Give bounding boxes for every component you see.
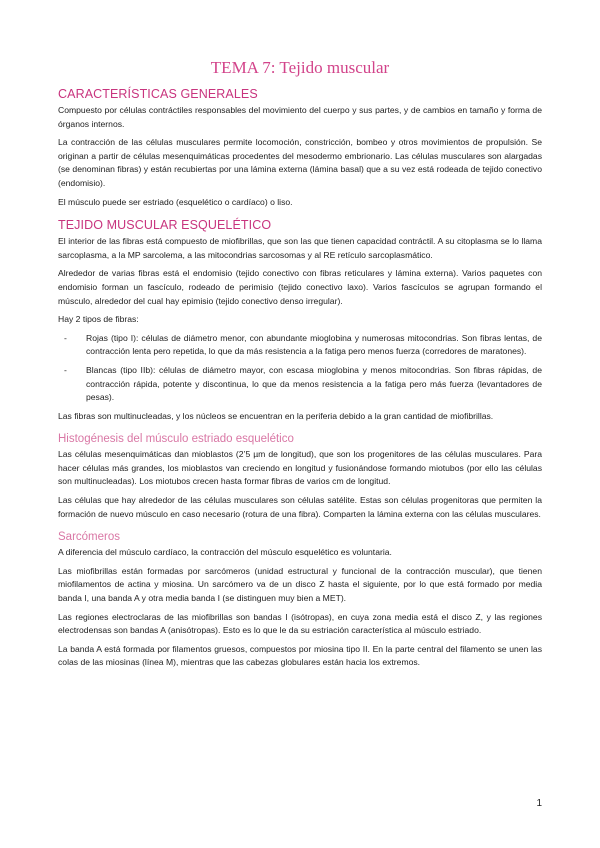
list-item xyxy=(58,364,542,405)
document-title: TEMA 7: Tejido muscular xyxy=(210,58,390,77)
section-histogenesis xyxy=(58,433,542,521)
list-item-text: Rojas (tipo I): células de diámetro menor, con abundante mioglobina y numerosas mitocondrias. Son fibras lentas, de contracción lenta pero repetida, lo que da más resistencia a la fatiga pero menos fuerza (corredores de maratones). xyxy=(86,332,542,357)
section-sarcomeres xyxy=(58,531,542,670)
paragraph: A diferencia del músculo cardíaco, la contracción del músculo esquelético es voluntaria. xyxy=(58,547,392,558)
paragraph: Las miofibrillas están formadas por sarcómeros (unidad estructural y funcional de la contracción muscular), que tienen miofilamentos de actina y miosina. Un sarcómero va de un disco Z hasta el siguiente, por lo que está formado por media banda I, una banda A y otra media banda I (se distinguen muy bien a MET). xyxy=(58,565,542,604)
paragraph: El músculo puede ser estriado (esquelético o cardíaco) o liso. xyxy=(58,196,293,207)
subsection-heading-sarcomeres: Sarcómeros xyxy=(58,531,120,544)
paragraph: La banda A está formada por filamentos gruesos, compuestos por miosina tipo II. En la parte central del filamento se unen las colas de las miosinas (línea M), mientras que las cabezas globulares están hacia los extremos. xyxy=(58,643,542,668)
paragraph: Las fibras son multinucleadas, y los núcleos se encuentran en la periferia debido a la gran cantidad de miofibrillas. xyxy=(58,410,494,421)
subsection-heading-histogenesis: Histogénesis del músculo estriado esquelético xyxy=(58,433,294,446)
fiber-type-list xyxy=(58,332,542,405)
section-heading-general: CARACTERÍSTICAS GENERALES xyxy=(58,87,258,101)
paragraph: Las células que hay alrededor de las células musculares son células satélite. Estas son células progenitoras que permiten la formación de nuevo músculo en caso necesario (rotura de una fibra). Comparten la lámina externa con las células musculares. xyxy=(58,495,542,519)
list-dash: - xyxy=(64,364,67,375)
list-item xyxy=(58,332,542,359)
list-item-text: Blancas (tipo IIb): células de diámetro mayor, con escasa mioglobina y menos mitocondrias. Son fibras rápidas, de contracción rápida, potente y discontinua, lo que da menos resistencia a la fatiga pero más fuerza (levantadores de pesas). xyxy=(86,364,542,403)
list-dash: - xyxy=(64,332,67,343)
paragraph: La contracción de las células musculares permite locomoción, constricción, bombeo y otros movimientos de propulsión. Se originan a partir de células mesenquimáticas procedentes del mesodermo embrionario. Las células musculares son alargadas (se denominan fibras) y están recubiertas por una lámina externa (lámina basal) que a su vez está rodeada de tejido conectivo (endomisio). xyxy=(58,137,542,188)
paragraph: Las células mesenquimáticas dan mioblastos (2’5 µm de longitud), que son los progenitores de las células musculares. Para hacer células más grandes, los mioblastos van creciendo en longitud y fusionándose formando miotubos (por ello las células son multinucleadas). Los miotubos crecen hasta formar fibras de varios cm de longitud. xyxy=(58,449,542,487)
paragraph: Alrededor de varias fibras está el endomisio (tejido conectivo con fibras reticulares y lámina externa). Varios paquetes con endomisio forman un fascículo, rodeado de perimisio (tejido conectivo laxo). Varios fascículos se agrupan formando el músculo, alrededor del cual hay epimisio (tejido conectivo denso irregular). xyxy=(58,268,542,306)
paragraph: El interior de las fibras está compuesto de miofibrillas, que son las que tienen capacidad contráctil. A su citoplasma se lo llama sarcoplasma, a la MP sarcolema, a las mitocondrias sarcosomas y al RE retículo sarcoplasmático. xyxy=(58,236,542,260)
paragraph: Hay 2 tipos de fibras: xyxy=(58,314,139,325)
page-number: 1 xyxy=(536,798,542,809)
section-general xyxy=(58,87,542,209)
paragraph: Las regiones electroclaras de las miofibrillas son bandas I (isótropas), en cuya zona media está el disco Z, y las regiones electrodensas son bandas A (anisótropas). Esto es lo que le da su estriación característica al músculo estriado. xyxy=(58,611,542,636)
section-skeletal xyxy=(58,218,542,423)
section-heading-skeletal: TEJIDO MUSCULAR ESQUELÉTICO xyxy=(58,218,272,233)
paragraph: Compuesto por células contráctiles responsables del movimiento del cuerpo y sus partes, y de cambios en tamaño y forma de órganos internos. xyxy=(58,105,542,129)
